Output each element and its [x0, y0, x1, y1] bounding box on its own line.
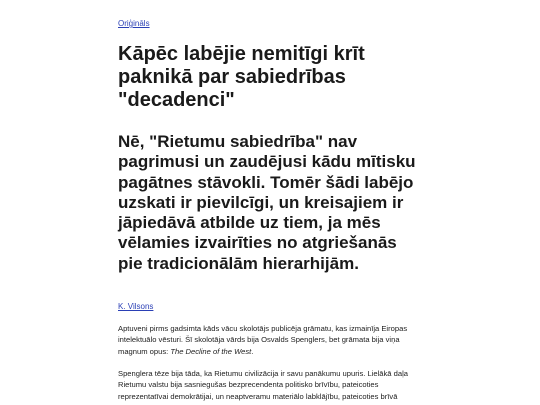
paragraph: Spenglera tēze bija tāda, ka Rietumu civilizācija ir savu panākumu upuris. Lielākā daļa Rietumu valstu bija sasniegušas bezprecendenta politisko brīvību, pateicoties reprezentatīvai demokrātijai, un neaptveramu materiālo labklājību, pateicoties brīvā — [118, 369, 408, 401]
article-title: Kāpēc labējie nemitīgi krīt paknikā par sabiedrības "decadenci" — [118, 43, 365, 111]
author-link[interactable]: K. Vilsons — [118, 302, 154, 311]
paragraph — [118, 323, 418, 357]
article-subtitle: Nē, "Rietumu sabiedrība" nav pagrimusi un zaudējusi kādu mītisku pagātnes stāvokli. Tomēr šādi labējo uzskati ir pievilcīgi, un kreisajiem ir jāpiedāvā atbilde uz tiem, ja mēs vēlamies izvairīties no atgriešanās pie tradicionālām hierarhijām. — [118, 132, 416, 273]
book-title: The Decline of the West — [170, 346, 252, 356]
original-link[interactable]: Oriģināls — [118, 19, 150, 28]
paragraph-text: Aptuveni pirms gadsimta kāds vācu skolotājs publicēja grāmatu, kas izmainīja Eiropas intelektuālo vēsturi. Šī skolotāja vārds bija Osvalds Spenglers, bet grāmata bija viņa magnum opus: — [118, 324, 408, 356]
paragraph-end: . — [251, 346, 254, 356]
